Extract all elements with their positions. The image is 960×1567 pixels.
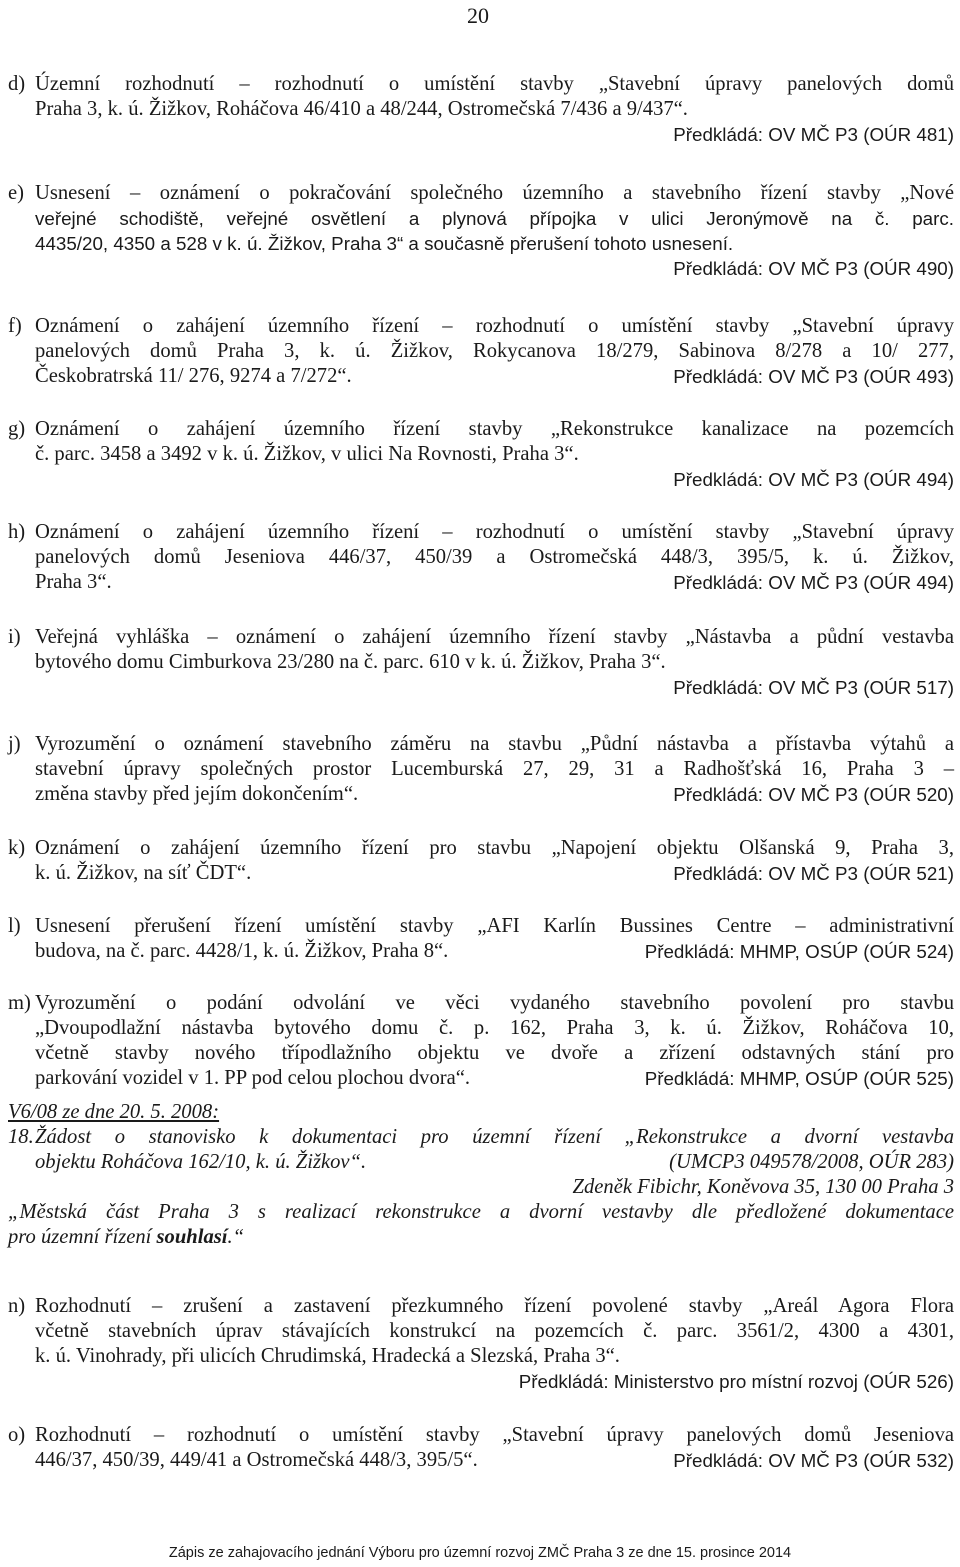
item-text-line: Oznámení o zahájení územního řízení – rozhodnutí o umístění stavby „Stavební úpravy	[35, 521, 954, 543]
item-label: m)	[8, 992, 31, 1014]
item-last-row	[8, 364, 954, 389]
item-text-line: k. ú. Žižkov, na síť ČDT“.	[35, 862, 252, 884]
item-last-row	[8, 782, 954, 807]
item-label: l)	[8, 915, 21, 937]
item-label: n)	[8, 1295, 26, 1317]
item-last-row	[8, 570, 954, 595]
applicant: Zdeněk Fibichr, Koněvova 35, 130 00 Praha 3	[572, 1176, 954, 1198]
decision-text: pro územní řízení	[8, 1226, 157, 1248]
item-text-line: „Dvoupodlažní nástavba bytového domu č. p. 162, Praha 3, k. ú. Žižkov, Roháčova 10,	[35, 1017, 954, 1039]
item-label: o)	[8, 1424, 26, 1446]
item-text-line: Usnesení přerušení řízení umístění stavby „AFI Karlín Bussines Centre – administrativní	[35, 915, 954, 937]
item-text-line: Vyrozumění o podání odvolání ve věci vydaného stavebního povolení pro stavbu	[35, 992, 954, 1014]
decision-verdict: souhlasí	[156, 1226, 228, 1248]
submitter: Předkládá: OV MČ P3 (OÚR 517)	[673, 677, 954, 698]
item-label: 18.	[8, 1126, 34, 1148]
item-text-line: Oznámení o zahájení územního řízení pro stavbu „Napojení objektu Olšanská 9, Praha 3,	[35, 837, 954, 859]
item-text-line: včetně stavebních úprav stávajících konstrukcí na pozemcích č. parc. 3561/2, 4300 a 4301,	[35, 1320, 954, 1342]
page-footer: Zápis ze zahajovacího jednání Výboru pro územní rozvoj ZMČ Praha 3 ze dne 15. prosince 2014	[168, 1545, 792, 1561]
item-text-line: Žádost o stanovisko k dokumentaci pro územní řízení „Rekonstrukce a dvorní vestavba	[35, 1126, 954, 1148]
item-k	[8, 836, 954, 886]
submitter: Předkládá: Ministerstvo pro místní rozvoj (OÚR 526)	[518, 1371, 954, 1392]
decision-text: .“	[227, 1226, 245, 1248]
item-f	[8, 314, 954, 389]
item-label: i)	[8, 626, 21, 648]
item-last-row	[8, 939, 954, 964]
item-label: h)	[8, 521, 26, 543]
item-text-line: č. parc. 3458 a 3492 v k. ú. Žižkov, v ulici Na Rovnosti, Praha 3“.	[35, 443, 579, 465]
submitter: Předkládá: OV MČ P3 (OÚR 481)	[673, 124, 954, 145]
item-text-line: objektu Roháčova 162/10, k. ú. Žižkov“.	[35, 1151, 367, 1173]
point-18	[8, 1125, 954, 1175]
submitter: Předkládá: OV MČ P3 (OÚR 521)	[673, 863, 954, 884]
item-text-line: veřejné schodiště, veřejné osvětlení a plynová přípojka v ulici Jeronýmově na č. parc.	[35, 208, 954, 229]
item-text-line: panelových domů Jeseniova 446/37, 450/39 a Ostromečská 448/3, 395/5, k. ú. Žižkov,	[35, 546, 954, 568]
item-g	[8, 417, 954, 492]
item-text-line: Rozhodnutí – zrušení a zastavení přezkumného řízení povolené stavby „Areál Agora Flora	[35, 1295, 954, 1317]
submitter: Předkládá: MHMP, OSÚP (OÚR 524)	[644, 941, 954, 962]
reference-number: (UMCP3 049578/2008, OÚR 283)	[669, 1151, 954, 1173]
item-text-line: k. ú. Vinohrady, při ulicích Chrudimská, Hradecká a Slezská, Praha 3“.	[35, 1345, 620, 1367]
item-text-line: Vyrozumění o oznámení stavebního záměru na stavbu „Půdní nástavba a přístavba výtahů a	[35, 733, 954, 755]
decision-text: „Městská část Praha 3 s realizací rekonstrukce a dvorní vestavby dle předložené dokumentace	[8, 1201, 954, 1223]
item-last-row	[8, 1448, 954, 1473]
item-text-line: Praha 3“.	[35, 571, 112, 593]
item-text-line: Územní rozhodnutí – rozhodnutí o umístění stavby „Stavební úpravy panelových domů	[35, 73, 954, 95]
item-last-row	[8, 861, 954, 886]
section-heading: V6/08 ze dne 20. 5. 2008:	[8, 1101, 220, 1123]
item-text-line: Praha 3, k. ú. Žižkov, Roháčova 46/410 a 48/244, Ostromečská 7/436 a 9/437“.	[35, 98, 688, 120]
item-text-line: Oznámení o zahájení územního řízení stavby „Rekonstrukce kanalizace na pozemcích	[35, 418, 954, 440]
submitter: Předkládá: OV MČ P3 (OÚR 494)	[673, 469, 954, 490]
item-text-line: parkování vozidel v 1. PP pod celou plochou dvora“.	[35, 1067, 471, 1089]
item-last-row	[8, 1150, 954, 1175]
item-v6-08	[8, 1100, 954, 1250]
item-text-line: včetně stavby nového třípodlažního objektu ve dvoře a zřízení odstavných stání pro	[35, 1042, 954, 1064]
item-j	[8, 732, 954, 807]
submitter: Předkládá: OV MČ P3 (OÚR 532)	[673, 1450, 954, 1471]
item-i	[8, 625, 954, 700]
item-label: j)	[8, 733, 21, 755]
submitter: Předkládá: OV MČ P3 (OÚR 490)	[673, 258, 954, 279]
item-label: d)	[8, 73, 26, 95]
item-label: g)	[8, 418, 26, 440]
submitter: Předkládá: MHMP, OSÚP (OÚR 525)	[644, 1068, 954, 1089]
item-text-line: Rozhodnutí – rozhodnutí o umístění stavby „Stavební úpravy panelových domů Jeseniova	[35, 1424, 954, 1446]
item-last-row	[8, 1066, 954, 1091]
item-text-line: Oznámení o zahájení územního řízení – rozhodnutí o umístění stavby „Stavební úpravy	[35, 315, 954, 337]
decision-text-end	[8, 1225, 954, 1250]
item-text-line: Veřejná vyhláška – oznámení o zahájení územního řízení stavby „Nástavba a půdní vestavba	[35, 626, 954, 648]
item-label: f)	[8, 315, 22, 337]
item-text-line: bytového domu Cimburkova 23/280 na č. parc. 610 v k. ú. Žižkov, Praha 3“.	[35, 651, 666, 673]
item-e	[8, 181, 954, 281]
item-text-line: 4435/20, 4350 a 528 v k. ú. Žižkov, Praha 3“ a současně přerušení tohoto usnesení.	[35, 233, 734, 254]
item-text-line: Českobratrská 11/ 276, 9274 a 7/272“.	[35, 365, 352, 387]
item-h	[8, 520, 954, 595]
submitter: Předkládá: OV MČ P3 (OÚR 520)	[673, 784, 954, 805]
item-o	[8, 1423, 954, 1473]
item-text-line: stavební úpravy společných prostor Lucemburská 27, 29, 31 a Radhošťská 16, Praha 3 –	[35, 758, 954, 780]
item-label: e)	[8, 182, 24, 204]
submitter: Předkládá: OV MČ P3 (OÚR 493)	[673, 366, 954, 387]
submitter: Předkládá: OV MČ P3 (OÚR 494)	[673, 572, 954, 593]
item-d	[8, 72, 954, 147]
item-text-line: panelových domů Praha 3, k. ú. Žižkov, Rokycanova 18/279, Sabinova 8/278 a 10/ 277,	[35, 340, 954, 362]
item-text-line: budova, na č. parc. 4428/1, k. ú. Žižkov, Praha 8“.	[35, 940, 449, 962]
item-n	[8, 1294, 954, 1394]
item-text-line: změna stavby před jejím dokončením“.	[35, 783, 359, 805]
page-number: 20	[467, 3, 489, 28]
item-text-line: Usnesení – oznámení o pokračování společného územního a stavebního řízení stavby „Nové	[35, 182, 954, 204]
item-m	[8, 991, 954, 1091]
item-text-line: 446/37, 450/39, 449/41 a Ostromečská 448/3, 395/5“.	[35, 1449, 478, 1471]
item-label: k)	[8, 837, 26, 859]
item-l	[8, 914, 954, 964]
